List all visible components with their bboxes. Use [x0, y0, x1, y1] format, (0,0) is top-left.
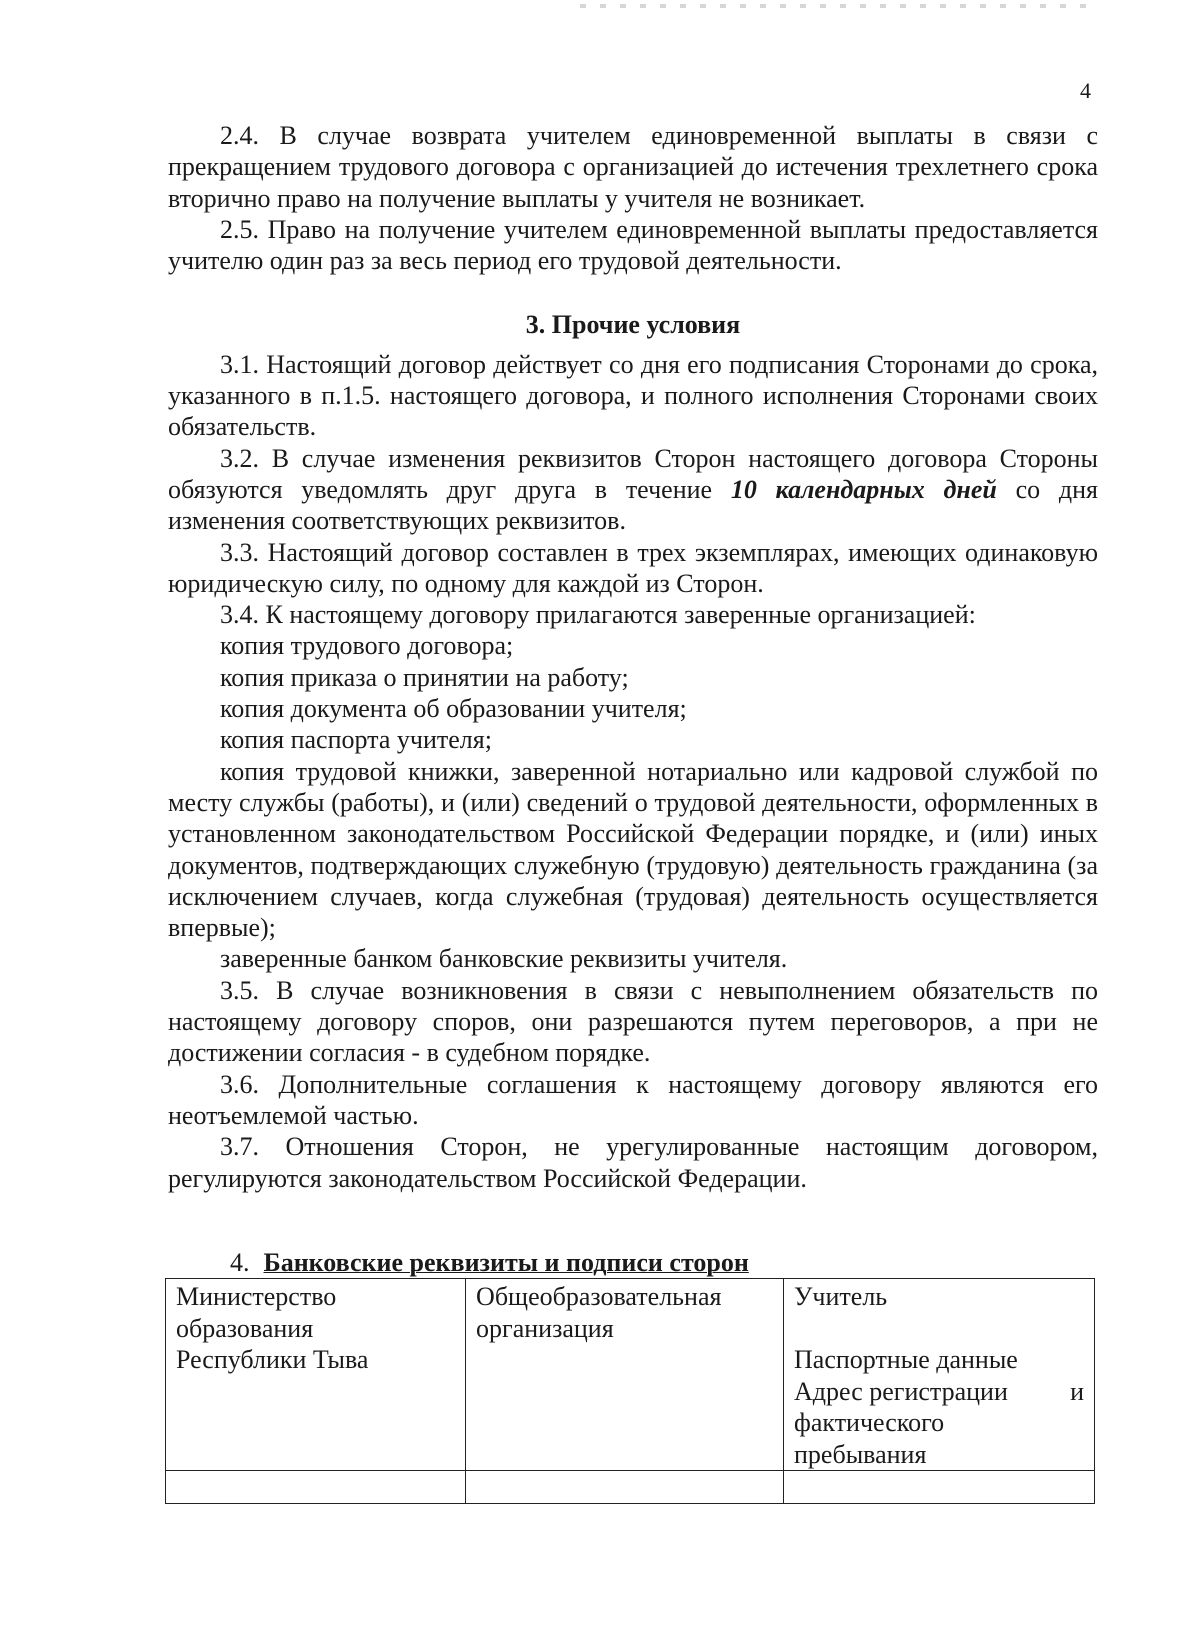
paragraph-3-6: 3.6. Дополнительные соглашения к настоящему договору являются его неотъемлемой частью.: [168, 1069, 1098, 1130]
table-row: [166, 1279, 1095, 1471]
paragraph-3-2-end: со дня изменения соответствующих реквизитов.: [168, 474, 1098, 536]
paragraph-3-2: [168, 443, 1098, 537]
paragraph-3-5: 3.5. В случае возникновения в связи с невыполнением обязательств по настоящему договору споров, они разрешаются путем переговоров, а при не достижении согласия - в судебном порядке.: [168, 975, 1098, 1068]
page-number: 4: [1080, 78, 1091, 103]
section-4-number: 4.: [230, 1248, 250, 1277]
paragraph-3-2-emphasis: 10 календарных дней: [730, 474, 997, 504]
paragraph-3-4: 3.4. К настоящему договору прилагаются заверенные организацией:: [220, 600, 976, 630]
signature-cell: [784, 1471, 1095, 1504]
paragraph-2-5: 2.5. Право на получение учителем единовременной выплаты предоставляется учителю один раз за весь период его трудовой деятельности.: [168, 214, 1098, 276]
paragraph-3-2-start: 3.2. В случае изменения реквизитов Сторон настоящего договора Стороны обязуются уведомлять друг друга в течение: [168, 443, 1098, 504]
attachment-item: копия приказа о принятии на работу;: [220, 662, 629, 692]
teacher-passport: Паспортные данные: [794, 1345, 1018, 1374]
teacher-address-stay: пребывания: [794, 1439, 927, 1469]
table-row-empty: [166, 1471, 1095, 1504]
signature-cell: [166, 1471, 466, 1504]
teacher-address: Адрес регистрации: [794, 1376, 1008, 1406]
teacher-address-conj: и: [1070, 1376, 1084, 1406]
teacher-cell: [784, 1279, 1095, 1471]
school-cell: [466, 1279, 784, 1471]
document-body: [168, 120, 1098, 1194]
ministry-line: Министерство: [176, 1282, 337, 1311]
signature-cell: [466, 1471, 784, 1504]
scan-artifact: [580, 4, 1100, 8]
section-3-title: 3. Прочие условия: [525, 310, 741, 340]
paragraph-2-4: 2.4. В случае возврата учителем единовременной выплаты в связи с прекращением трудового договора с организацией до истечения трехлетнего срока вторично право на получение выплаты у учителя не возникает.: [168, 121, 1098, 213]
paragraph-3-3: 3.3. Настоящий договор составлен в трех экземплярах, имеющих одинаковую юридическую силу, по одному для каждой из Сторон.: [168, 537, 1098, 598]
attachment-item: копия паспорта учителя;: [220, 725, 492, 755]
ministry-line: Республики Тыва: [176, 1345, 369, 1374]
school-line: организация: [476, 1313, 614, 1343]
paragraph-3-1: 3.1. Настоящий договор действует со дня его подписания Сторонами до срока, указанного в п.1.5. настоящего договора, и полного исполнения Сторонами своих обязательств.: [168, 349, 1098, 442]
attachment-item: копия документа об образовании учителя;: [220, 694, 687, 724]
paragraph-3-7: 3.7. Отношения Сторон, не урегулированные настоящим договором, регулируются законодательством Российской Федерации.: [168, 1132, 1098, 1193]
attachment-item: копия трудового договора;: [220, 631, 514, 661]
ministry-line: образования: [176, 1313, 314, 1343]
attachment-employment-record: копия трудовой книжки, заверенной нотариально или кадровой службой по месту службы (работы), и (или) сведений о трудовой деятельности, оформленных в установленном законодательством Российской Федерации порядке, и (или) иных документов, подтверждающих служебную (трудовую) деятельность гражданина (за исключением случаев, когда служебная (трудовая) деятельность осуществляется впервые);: [168, 756, 1098, 943]
section-4-title-text: Банковские реквизиты и подписи сторон: [263, 1248, 749, 1277]
ministry-cell: [166, 1279, 466, 1471]
attachment-bank-details: заверенные банком банковские реквизиты учителя.: [220, 944, 788, 974]
teacher-address-line: [794, 1376, 1084, 1408]
teacher-address-actual: фактического: [794, 1408, 945, 1437]
section-4-title: [230, 1248, 749, 1278]
bank-details-table: [165, 1278, 1095, 1504]
school-line: Общеобразовательная: [476, 1282, 722, 1311]
teacher-title: Учитель: [794, 1282, 888, 1311]
